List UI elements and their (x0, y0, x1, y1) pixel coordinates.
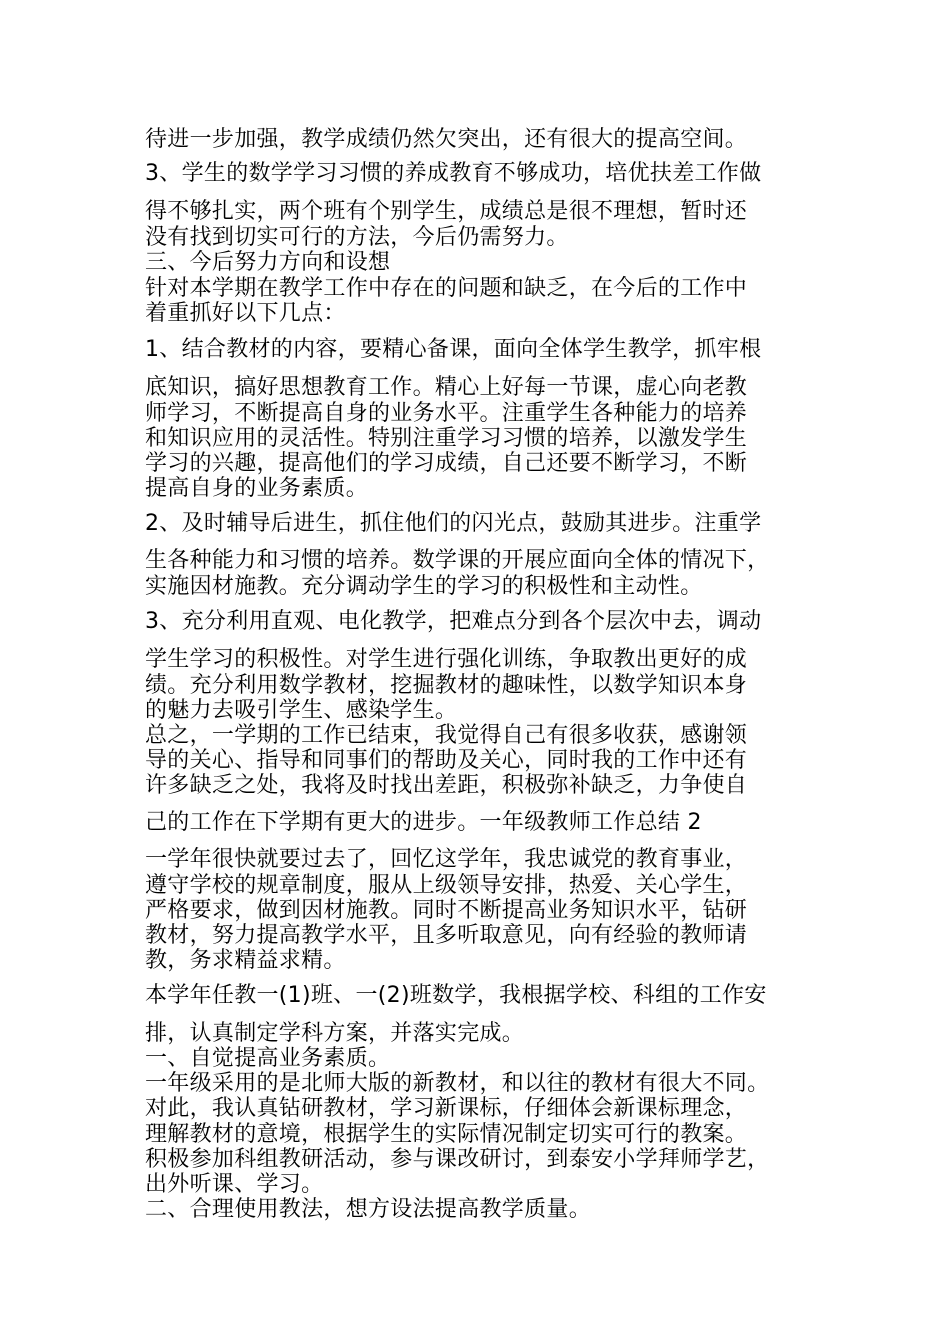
text-line: 1、结合教材的内容，要精心备课，面向全体学生教学，抓牢根 (145, 337, 762, 362)
text-line: 遵守学校的规章制度，服从上级领导安排，热爱、关心学生， (145, 873, 748, 898)
text-line: 一年级采用的是北师大版的新教材，和以往的教材有很大不同。 (145, 1071, 770, 1096)
text-line: 总之，一学期的工作已结束，我觉得自己有很多收获，感谢领 (145, 723, 748, 748)
text-line: 对此，我认真钻研教材，学习新课标，仔细体会新课标理念， (145, 1096, 748, 1121)
text-line: 一学年很快就要过去了，回忆这学年，我忠诚党的教育事业， (145, 847, 748, 872)
section-heading: 一、自觉提高业务素质。 (145, 1046, 391, 1071)
text-line: 底知识，搞好思想教育工作。精心上好每一节课，虚心向老教 (145, 375, 748, 400)
text-line: 得不够扎实，两个班有个别学生，成绩总是很不理想，暂时还 (145, 199, 748, 224)
text-line: 3、学生的数学学习习惯的养成教育不够成功，培优扶差工作做 (145, 161, 762, 186)
text-line: 己的工作在下学期有更大的进步。一年级教师工作总结 2 (145, 810, 702, 835)
text-line: 没有找到切实可行的方法，今后仍需努力。 (145, 225, 569, 250)
text-line: 的魅力去吸引学生、感染学生。 (145, 698, 458, 723)
text-line: 3、充分利用直观、电化教学，把难点分到各个层次中去，调动 (145, 609, 762, 634)
text-line: 学生学习的积极性。对学生进行强化训练，争取教出更好的成 (145, 647, 748, 672)
text-line: 和知识应用的灵活性。特别注重学习习惯的培养，以激发学生 (145, 426, 748, 451)
text-line: 导的关心、指导和同事们的帮助及关心，同时我的工作中还有 (145, 748, 748, 773)
text-line: 教材，努力提高教学水平，且多听取意见，向有经验的教师请 (145, 923, 748, 948)
text-line: 师学习，不断提高自身的业务水平。注重学生各种能力的培养 (145, 401, 748, 426)
text-line: 教，务求精益求精。 (145, 948, 346, 973)
text-line: 学习的兴趣，提高他们的学习成绩，自己还要不断学习，不断 (145, 451, 748, 476)
text-line: 实施因材施教。充分调动学生的学习的积极性和主动性。 (145, 574, 703, 599)
text-line: 理解教材的意境，根据学生的实际情况制定切实可行的教案。 (145, 1122, 748, 1147)
text-line: 出外听课、学习。 (145, 1172, 324, 1197)
text-line: 许多缺乏之处，我将及时找出差距，积极弥补缺乏，力争使自 (145, 773, 748, 798)
text-line: 提高自身的业务素质。 (145, 476, 369, 501)
text-line: 积极参加科组教研活动，参与课改研讨，到泰安小学拜师学艺， (145, 1147, 770, 1172)
section-heading: 二、合理使用教法，想方设法提高教学质量。 (145, 1197, 592, 1222)
text-line: 生各种能力和习惯的培养。数学课的开展应面向全体的情况下， (145, 548, 770, 573)
text-line: 严格要求，做到因材施教。同时不断提高业务知识水平，钻研 (145, 898, 748, 923)
text-line: 绩。充分利用数学教材，挖掘教材的趣味性，以数学知识本身 (145, 673, 748, 698)
text-line: 2、及时辅导后进生，抓住他们的闪光点，鼓励其进步。注重学 (145, 511, 762, 536)
text-line: 针对本学期在教学工作中存在的问题和缺乏，在今后的工作中 (145, 276, 748, 301)
text-line: 本学年任教一(1)班、一(2)班数学，我根据学校、科组的工作安 (145, 983, 767, 1008)
text-line: 着重抓好以下几点： (145, 301, 346, 326)
text-line: 排，认真制定学科方案，并落实完成。 (145, 1021, 525, 1046)
section-heading: 三、今后努力方向和设想 (145, 250, 391, 275)
text-line: 待进一步加强，教学成绩仍然欠突出，还有很大的提高空间。 (145, 127, 748, 152)
